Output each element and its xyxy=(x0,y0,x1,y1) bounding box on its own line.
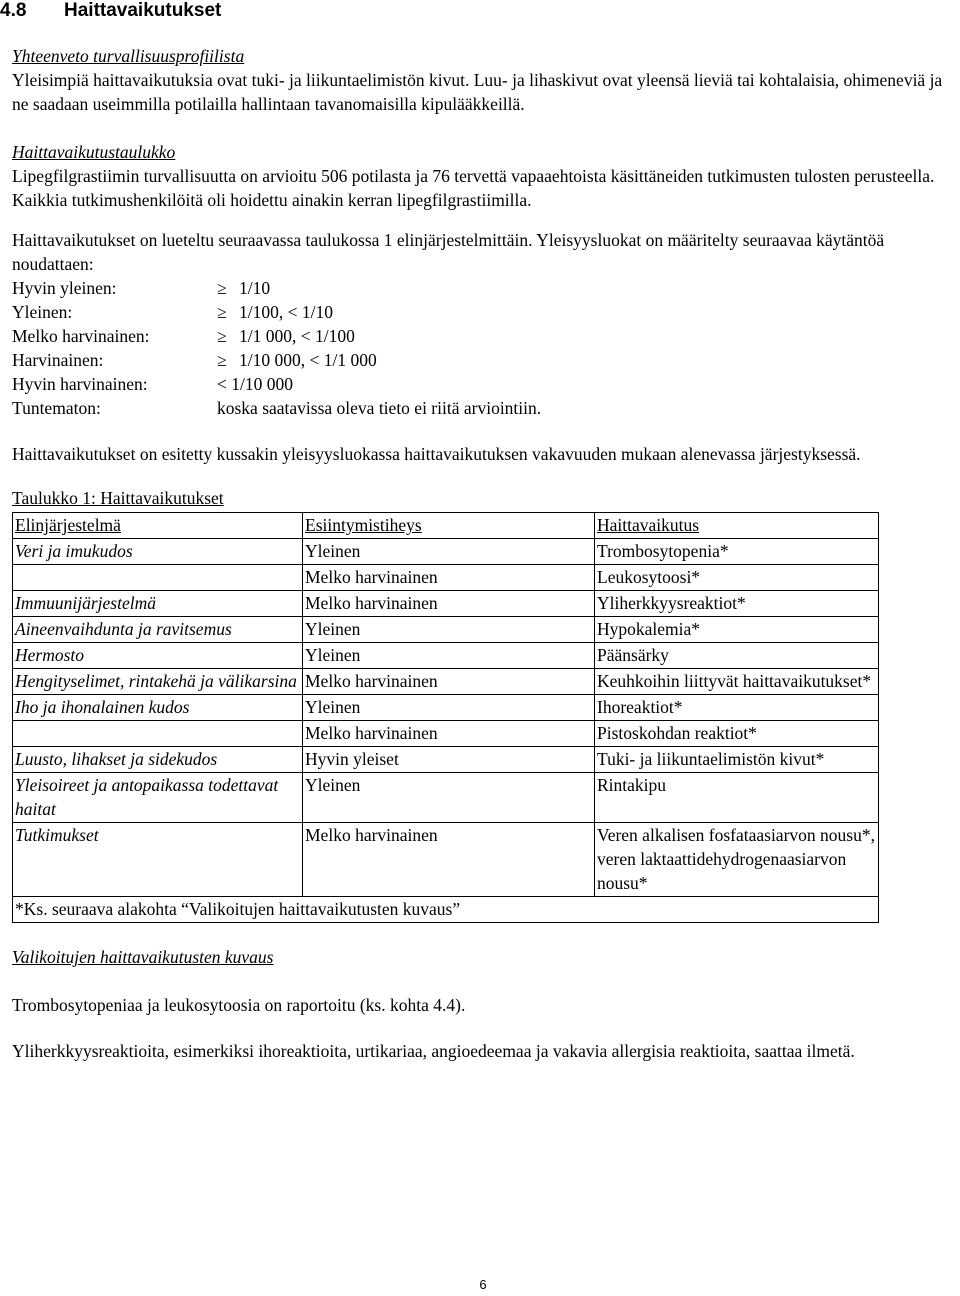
organ-class-cell xyxy=(13,565,303,591)
frequency-row xyxy=(12,300,956,324)
organ-class-cell: Aineenvaihdunta ja ravitsemus xyxy=(13,617,303,643)
frequency-cell: Yleinen xyxy=(303,617,595,643)
organ-class-cell: Yleisoireet ja antopaikassa todettavat haitat xyxy=(13,773,303,823)
table-caption: Taulukko 1: Haittavaikutukset xyxy=(12,488,224,508)
frequency-label: Tuntematon: xyxy=(12,398,101,418)
reaction-cell: Yliherkkyysreaktiot* xyxy=(595,591,879,617)
frequency-cell: Melko harvinainen xyxy=(303,565,595,591)
frequency-row xyxy=(12,324,956,348)
ordering-text: Haittavaikutukset on esitetty kussakin yleisyysluokassa haittavaikutuksen vakavuuden mukaan alenevassa järjestyksessä. xyxy=(12,444,861,464)
frequency-label: Melko harvinainen: xyxy=(12,326,150,346)
frequency-intro-text: Haittavaikutukset on lueteltu seuraavassa taulukossa 1 elinjärjestelmittäin. Yleisyysluokat on määritelty seuraavaa käytäntöä noudattaen: xyxy=(12,230,885,274)
selected-block xyxy=(12,945,956,1063)
frequency-label: Yleinen: xyxy=(12,302,73,322)
organ-class-cell: Veri ja imukudos xyxy=(13,539,303,565)
frequency-label: Hyvin harvinainen: xyxy=(12,374,148,394)
frequency-value: 1/1 000, < 1/100 xyxy=(239,326,355,346)
reaction-cell: Ihoreaktiot* xyxy=(595,695,879,721)
table-row xyxy=(13,565,879,591)
frequency-cell: Yleinen xyxy=(303,695,595,721)
table-row xyxy=(13,617,879,643)
table-row xyxy=(13,539,879,565)
frequency-cell: Melko harvinainen xyxy=(303,721,595,747)
frequency-cell: Yleinen xyxy=(303,539,595,565)
frequency-value: koska saatavissa oleva tieto ei riitä arviointiin. xyxy=(217,398,542,418)
reaction-cell: Veren alkalisen fosfataasiarvon nousu*, veren laktaattidehydrogenaasiarvon nousu* xyxy=(595,823,879,897)
organ-class-cell: Iho ja ihonalainen kudos xyxy=(13,695,303,721)
frequency-cell: Melko harvinainen xyxy=(303,669,595,695)
adverse-reactions-table xyxy=(12,512,879,923)
summary-block xyxy=(12,44,956,116)
section-number: 4.8 xyxy=(0,0,27,21)
table-footnote: *Ks. seuraava alakohta “Valikoitujen haittavaikutusten kuvaus” xyxy=(13,897,879,923)
frequency-cell: Melko harvinainen xyxy=(303,823,595,897)
table-intro-text-1: Lipegfilgrastiimin turvallisuutta on arvioitu 506 potilasta ja 76 tervettä vapaaehtoista käsittäneiden tutkimusten tulosten perusteella. Kaikkia tutkimushenkilöitä oli hoidettu ainakin kerran lipegfilgrastiimilla. xyxy=(12,166,935,210)
frequency-cell: Yleinen xyxy=(303,643,595,669)
organ-class-cell: Tutkimukset xyxy=(13,823,303,897)
header-cell: Haittavaikutus xyxy=(595,513,879,539)
frequency-row xyxy=(12,396,956,420)
table-row xyxy=(13,591,879,617)
reaction-cell: Pistoskohdan reaktiot* xyxy=(595,721,879,747)
frequency-value: 1/10 xyxy=(239,278,271,298)
frequency-value: 1/100, < 1/10 xyxy=(239,302,333,322)
organ-class-cell xyxy=(13,721,303,747)
reaction-cell: Leukosytoosi* xyxy=(595,565,879,591)
section-title: Haittavaikutukset xyxy=(64,0,222,21)
table-row xyxy=(13,747,879,773)
frequency-label: Hyvin yleinen: xyxy=(12,278,117,298)
organ-class-cell: Immuunijärjestelmä xyxy=(13,591,303,617)
frequency-symbol: ≥ xyxy=(217,350,227,370)
reaction-cell: Trombosytopenia* xyxy=(595,539,879,565)
reaction-cell: Keuhkoihin liittyvät haittavaikutukset* xyxy=(595,669,879,695)
reaction-cell: Rintakipu xyxy=(595,773,879,823)
table-row xyxy=(13,721,879,747)
frequency-row xyxy=(12,276,956,300)
frequency-row xyxy=(12,348,956,372)
organ-class-cell: Luusto, lihakset ja sidekudos xyxy=(13,747,303,773)
section-heading xyxy=(0,0,956,22)
table-intro-heading: Haittavaikutustaulukko xyxy=(12,142,176,162)
frequency-label: Harvinainen: xyxy=(12,350,104,370)
reaction-cell: Hypokalemia* xyxy=(595,617,879,643)
summary-heading: Yhteenveto turvallisuusprofiilista xyxy=(12,46,245,66)
selected-text-1: Trombosytopeniaa ja leukosytoosia on raportoitu (ks. kohta 4.4). xyxy=(12,995,466,1015)
frequency-cell: Hyvin yleiset xyxy=(303,747,595,773)
table-row xyxy=(13,643,879,669)
frequency-value: < 1/10 000 xyxy=(217,374,293,394)
selected-text-2: Yliherkkyysreaktioita, esimerkiksi ihoreaktioita, urtikariaa, angioedeemaa ja vakavia allergisia reaktioita, saattaa ilmetä. xyxy=(12,1041,855,1061)
table-header-row xyxy=(13,513,879,539)
header-cell: Esiintymistiheys xyxy=(303,513,595,539)
table-row xyxy=(13,669,879,695)
frequency-intro-block xyxy=(12,228,956,420)
header-cell: Elinjärjestelmä xyxy=(13,513,303,539)
table-footnote-row xyxy=(13,897,879,923)
frequency-cell: Yleinen xyxy=(303,773,595,823)
organ-class-cell: Hengityselimet, rintakehä ja välikarsina xyxy=(13,669,303,695)
reaction-cell: Tuki- ja liikuntaelimistön kivut* xyxy=(595,747,879,773)
frequency-symbol: ≥ xyxy=(217,302,227,322)
frequency-row xyxy=(12,372,956,396)
summary-text: Yleisimpiä haittavaikutuksia ovat tuki- ja liikuntaelimistön kivut. Luu- ja lihaskivut ovat yleensä lieviä tai kohtalaisia, ohimeneviä ja ne saadaan useimmilla potilailla hallintaan tavanomaisilla kipulääkkeillä. xyxy=(12,70,943,114)
frequency-symbol: ≥ xyxy=(217,326,227,346)
table-intro-block xyxy=(12,140,956,212)
frequency-list xyxy=(12,276,956,420)
page-number: 6 xyxy=(479,1277,487,1292)
ordering-block xyxy=(12,442,956,466)
frequency-value: 1/10 000, < 1/1 000 xyxy=(239,350,377,370)
table-row xyxy=(13,695,879,721)
reaction-cell: Päänsärky xyxy=(595,643,879,669)
frequency-symbol: ≥ xyxy=(217,278,227,298)
table-row xyxy=(13,773,879,823)
table-row xyxy=(13,823,879,897)
frequency-cell: Melko harvinainen xyxy=(303,591,595,617)
organ-class-cell: Hermosto xyxy=(13,643,303,669)
selected-heading: Valikoitujen haittavaikutusten kuvaus xyxy=(12,947,274,967)
